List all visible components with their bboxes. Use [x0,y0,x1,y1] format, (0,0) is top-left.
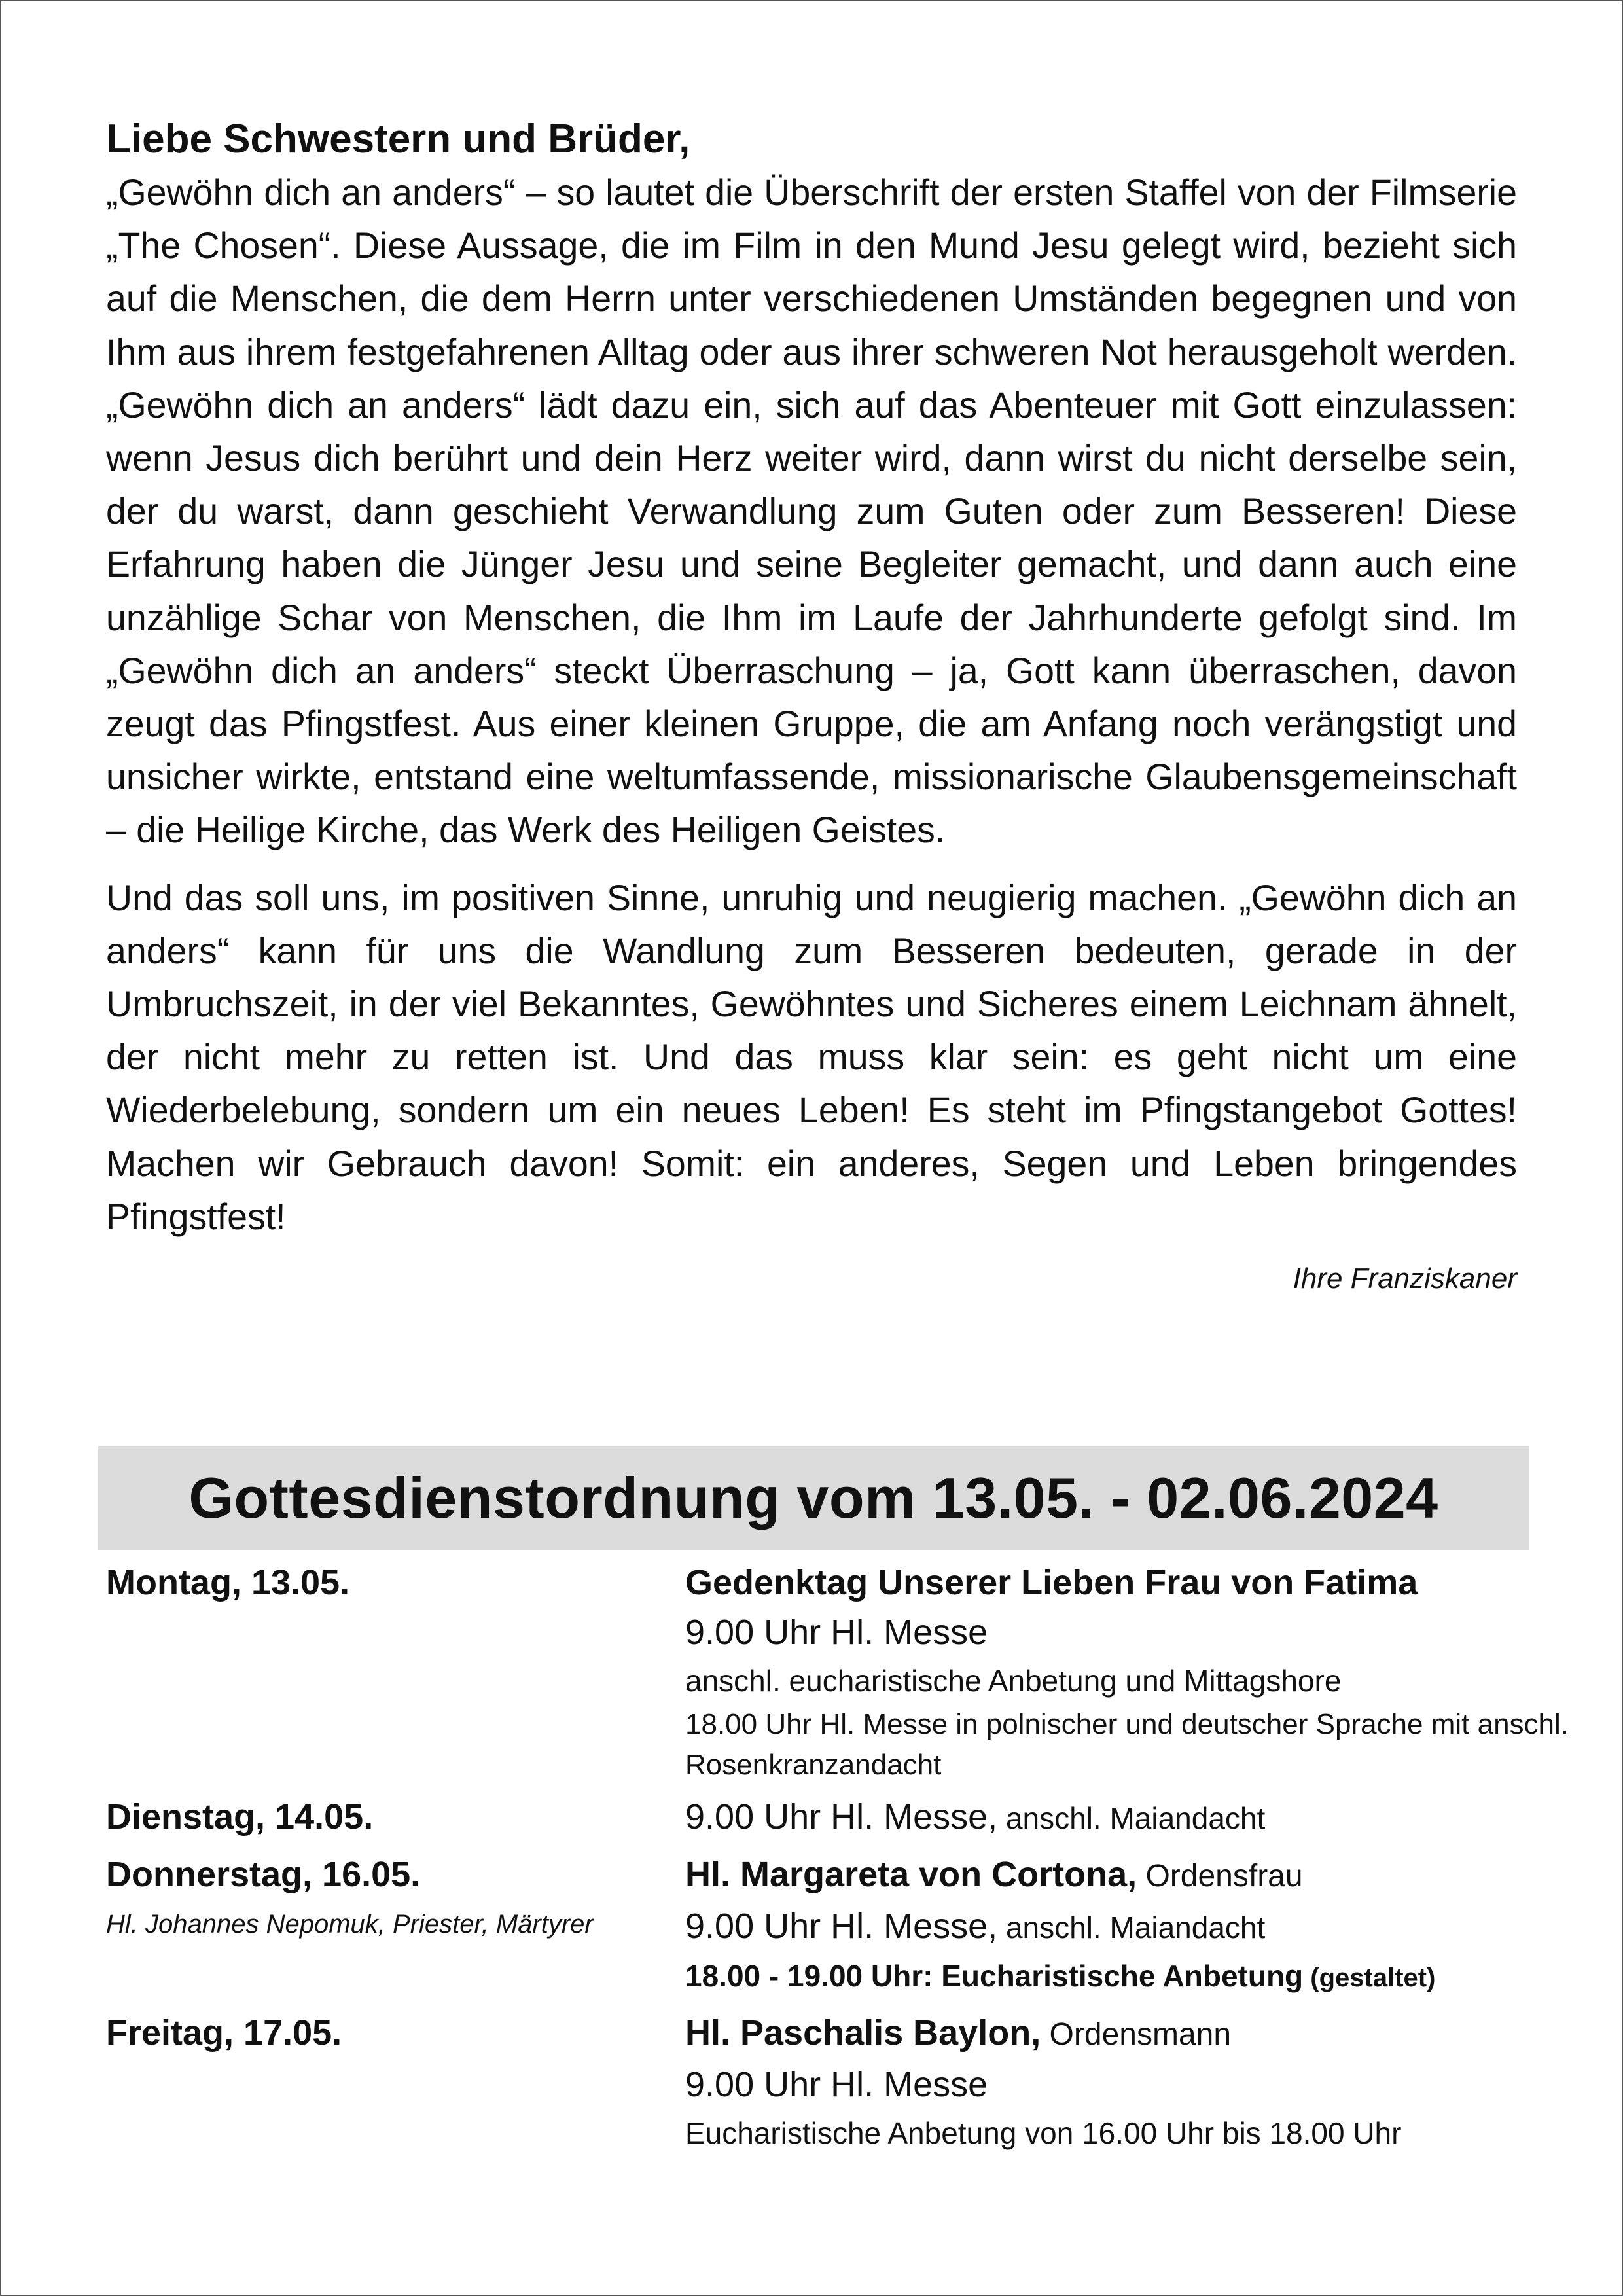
feast-suffix: Ordensfrau [1137,1859,1303,1893]
event-note: Eucharistische Anbetung von 16.00 Uhr bis 18.00 Uhr [685,2116,1402,2150]
event-note: anschl. eucharistische Anbetung und Mittagshore [685,1664,1342,1698]
day-note: Hl. Johannes Nepomuk, Priester, Märtyrer [106,1910,594,1939]
day-label: Montag, 13.05. [106,1563,350,1602]
schedule-header [98,1446,1529,1550]
event-note: 18.00 Uhr Hl. Messe in polnischer und deutscher Sprache mit anschl. Rosenkranzandacht [685,1708,1569,1781]
mass-suffix: anschl. Maiandacht [997,1910,1266,1945]
letter-paragraph-2: Und das soll uns, im positiven Sinne, unruhig und neugierig machen. „Gewöhn dich an anders“ kann für uns die Wandlung zum Besseren bedeuten, gerade in der Umbruchszeit, in der viel Bekanntes, Gewöhntes und Sicheres einem Leichnam ähnelt, der nicht mehr zu retten ist. Und das muss klar sein: es geht nicht um eine Wiederbelebung, sondern um ein neues Leben! Es steht im Pfingstangebot Gottes! Machen wir Gebrauch davon! Somit: ein anderes, Segen und Leben bringendes Pfingstfest! [106,877,1517,1237]
mass-time: 9.00 Uhr Hl. Messe [685,1613,988,1652]
adoration-label: 18.00 - 19.00 Uhr: Eucharistische Anbetung [685,1959,1304,1993]
letter [106,113,1517,1297]
schedule-row-thursday [106,1850,1572,2001]
feast-suffix: Ordensmann [1041,2017,1232,2052]
letter-paragraph-1: „Gewöhn dich an anders“ – so lautet die Überschrift der ersten Staffel von der Filmserie „The Chosen“. Diese Aussage, die im Film in den Mund Jesu gelegt wird, bezieht sich auf die Menschen, die dem Herrn unter verschiedenen Umständen begegnen und von Ihm aus ihrem festgefahrenen Alltag oder aus ihrer schweren Not herausgeholt werden. „Gewöhn dich an anders“ lädt dazu ein, sich auf das Abenteuer mit Gott einzulassen: wenn Jesus dich berührt und dein Herz weiter wird, dann wirst du nicht derselbe sein, der du warst, dann geschieht Verwandlung zum Guten oder zum Besseren! Diese Erfahrung haben die Jünger Jesu und seine Begleiter gemacht, und dann auch eine unzählige Schar von Menschen, die Ihm im Laufe der Jahrhunderte gefolgt sind. Im „Gewöhn dich an anders“ steckt Überraschung – ja, Gott kann überraschen, davon zeugt das Pfingstfest. Aus einer kleinen Gruppe, die am Anfang noch verängstigt und unsicher wirkte, entstand eine weltumfassende, missionarische Glaubensgemeinschaft – die Heilige Kirche, das Werk des Heiligen Geistes. [106,172,1517,851]
schedule-list [106,1558,1572,2157]
day-label: Dienstag, 14.05. [106,1797,374,1837]
feast-name: Gedenktag Unserer Lieben Frau von Fatima [685,1563,1418,1602]
mass-suffix: anschl. Maiandacht [997,1801,1266,1835]
feast-label: Hl. Paschalis Baylon, [685,2013,1041,2053]
mass-label: 9.00 Uhr Hl. Messe, [685,1797,998,1837]
mass-time [685,1901,1572,1952]
letter-salutation: Liebe Schwestern und Brüder, [106,117,690,162]
feast-name [685,1850,1572,1901]
feast-label: Hl. Margareta von Cortona, [685,1855,1137,1894]
adoration-suffix: (gestaltet) [1303,1964,1436,1992]
schedule-title: Gottesdienstordnung vom 13.05. - 02.06.2024 [188,1465,1438,1530]
day-label: Donnerstag, 16.05. [106,1855,421,1894]
mass-time: 9.00 Uhr Hl. Messe [685,2065,988,2104]
schedule-row-monday [106,1558,1572,1785]
mass-time [685,1792,1572,1843]
mass-label: 9.00 Uhr Hl. Messe, [685,1907,998,1946]
adoration-time [685,1952,1572,2001]
schedule-row-friday [106,2008,1572,2157]
day-label: Freitag, 17.05. [106,2013,342,2053]
feast-name [685,2008,1572,2060]
letter-signature: Ihre Franziskaner [1293,1263,1517,1295]
schedule-row-tuesday [106,1792,1572,1843]
